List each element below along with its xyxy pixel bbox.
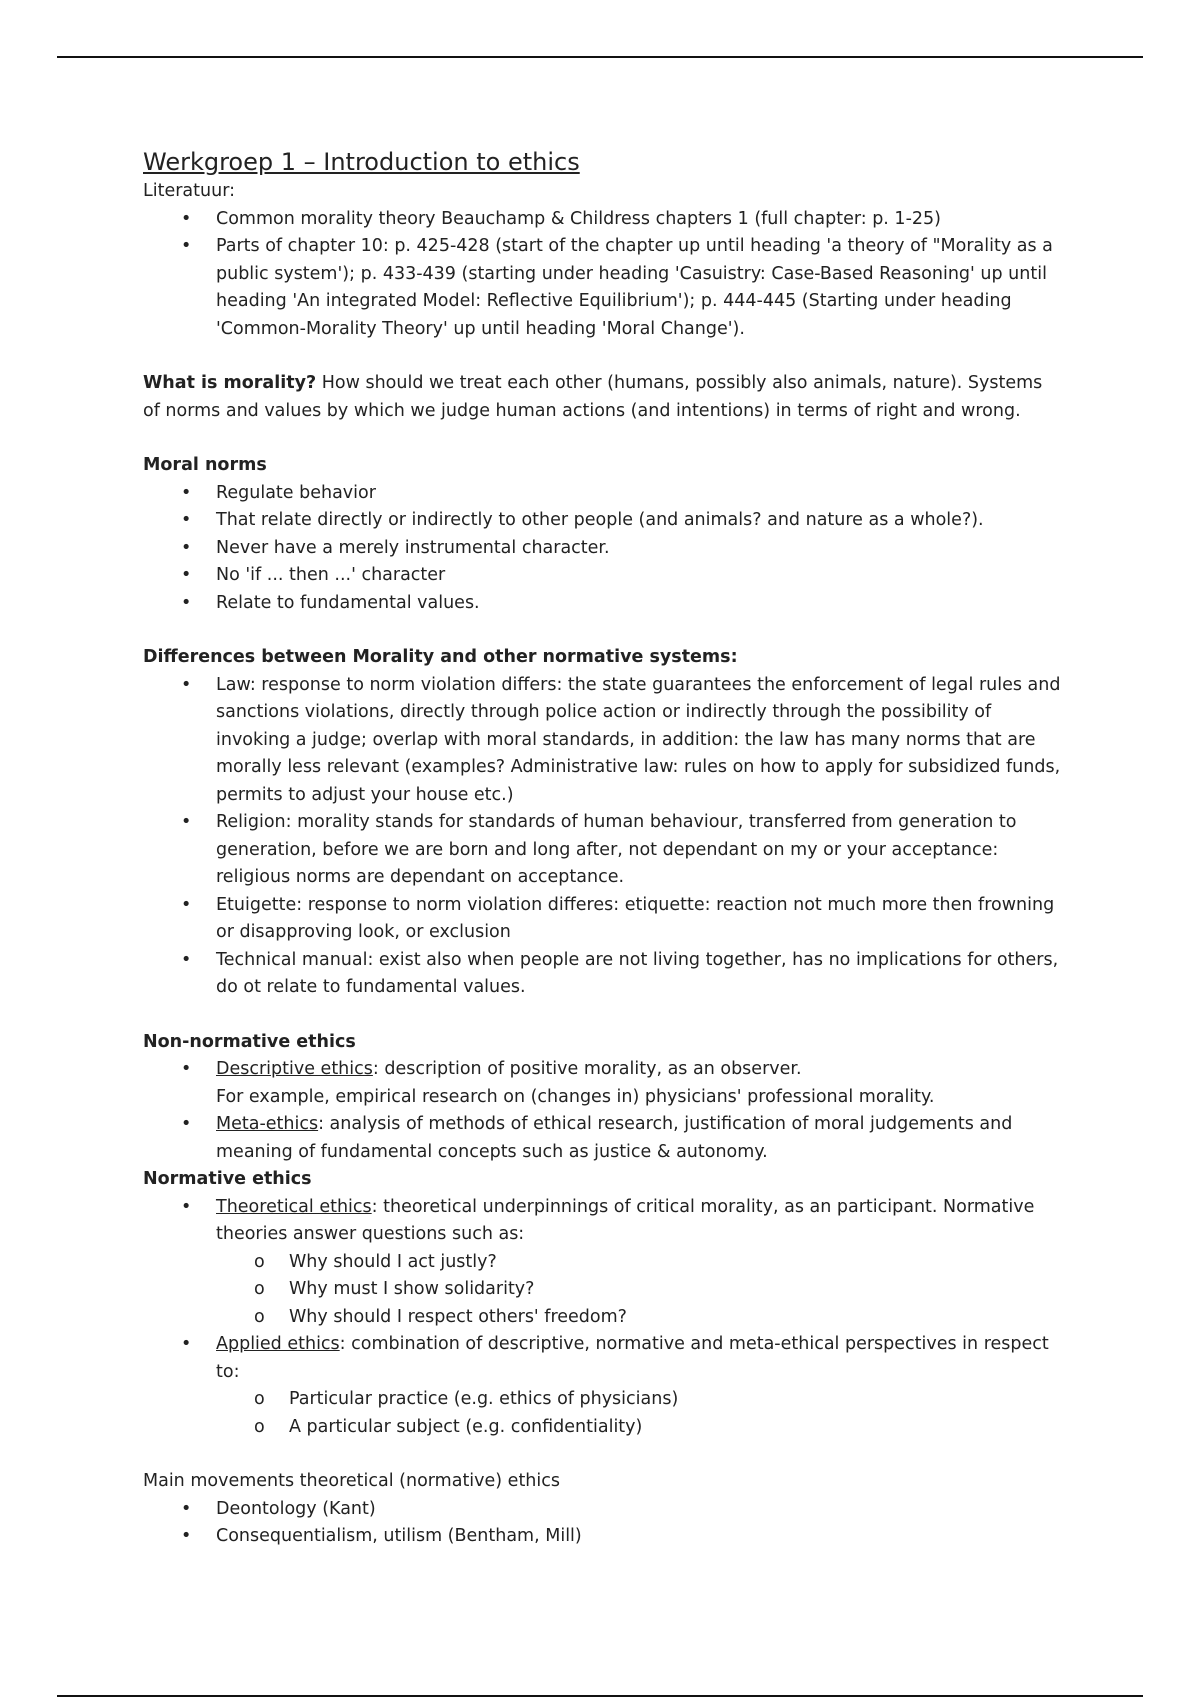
morality-definition xyxy=(143,370,1063,425)
morality-heading: What is morality? xyxy=(143,373,317,393)
non-normative-list xyxy=(143,1056,1063,1166)
document-body xyxy=(143,146,1063,1551)
theoretical-ethics-term: Theoretical ethics xyxy=(216,1196,372,1217)
sub-list-item: o Why should I act justly? xyxy=(216,1249,1063,1277)
sub-list-item: o Why must I show solidarity? xyxy=(216,1276,1063,1304)
list-item: • Deontology (Kant) xyxy=(143,1496,1063,1524)
list-item: • That relate directly or indirectly to other people (and animals? and nature as a whole?). xyxy=(143,507,1063,535)
non-normative-heading: Non-normative ethics xyxy=(143,1031,356,1052)
list-item: • Regulate behavior xyxy=(143,480,1063,508)
list-item: • Applied ethics: combination of descriptive, normative and meta-ethical perspectives in respect to: o Particular practice (e.g. ethics of physicians) o A particular subject (e.g. confidentiality) xyxy=(143,1331,1063,1441)
list-item: • Common morality theory Beauchamp & Childress chapters 1 (full chapter: p. 1-25) xyxy=(143,206,1063,234)
theoretical-questions-list xyxy=(216,1249,1063,1332)
list-item: • Parts of chapter 10: p. 425-428 (start of the chapter up until heading 'a theory of "Morality as a public system'); p. 433-439 (starting under heading 'Casuistry: Case-Based Reasoning' up until heading 'An integrated Model: Reflective Equilibrium'); p. 444-445 (Starting under heading 'Common-Morality Theory' up until heading 'Moral Change'). xyxy=(143,233,1063,343)
list-item: • Law: response to norm violation differs: the state guarantees the enforcement of legal rules and sanctions violations, directly through police action or indirectly through the possibility of invoking a judge; overlap with moral standards, in addition: the law has many norms that are morally less relevant (examples? Administrative law: rules on how to apply for subsidized funds, permits to adjust your house etc.) xyxy=(143,672,1063,810)
list-item: • Consequentialism, utilism (Bentham, Mill) xyxy=(143,1523,1063,1551)
applied-ethics-term: Applied ethics xyxy=(216,1334,340,1354)
footer-rule xyxy=(57,1695,1143,1697)
sub-list-item: o Particular practice (e.g. ethics of physicians) xyxy=(216,1386,1063,1414)
morality-text: How should we treat each other (humans, possibly also animals, nature). Systems of norms and values by which we judge human actions (and intentions) in terms of right and wrong. xyxy=(143,373,1043,421)
literature-label: Literatuur: xyxy=(143,181,235,201)
normative-heading: Normative ethics xyxy=(143,1169,312,1189)
moral-norms-heading: Moral norms xyxy=(143,455,267,475)
list-item: • Meta-ethics: analysis of methods of ethical research, justification of moral judgements and meaning of fundamental concepts such as justice & autonomy. xyxy=(143,1111,1063,1166)
list-item: • Never have a merely instrumental character. xyxy=(143,535,1063,563)
list-item: • Relate to fundamental values. xyxy=(143,590,1063,618)
sub-list-item: o A particular subject (e.g. confidentiality) xyxy=(216,1414,1063,1442)
differences-list xyxy=(143,672,1063,1002)
list-item: • Etuigette: response to norm violation differes: etiquette: reaction not much more then frowning or disapproving look, or exclusion xyxy=(143,892,1063,947)
list-item: • Religion: morality stands for standards of human behaviour, transferred from generation to generation, before we are born and long after, not dependant on my or your acceptance: religious norms are dependant on acceptance. xyxy=(143,809,1063,892)
movements-list xyxy=(143,1496,1063,1551)
movements-heading: Main movements theoretical (normative) ethics xyxy=(143,1471,561,1491)
descriptive-ethics-term: Descriptive ethics xyxy=(216,1059,373,1079)
list-item: • Descriptive ethics: description of positive morality, as an observer. For example, empirical research on (changes in) physicians' professional morality. xyxy=(143,1056,1063,1111)
moral-norms-list xyxy=(143,480,1063,618)
literature-list xyxy=(143,206,1063,344)
header-rule xyxy=(57,56,1143,58)
list-item: • No 'if ... then ...' character xyxy=(143,562,1063,590)
document-title: Werkgroep 1 – Introduction to ethics xyxy=(143,148,580,176)
meta-ethics-term: Meta-ethics xyxy=(216,1114,319,1134)
differences-heading: Differences between Morality and other normative systems: xyxy=(143,647,738,667)
normative-list xyxy=(143,1194,1063,1442)
applied-topics-list xyxy=(216,1386,1063,1441)
list-item: • Technical manual: exist also when people are not living together, has no implications for others, do ot relate to fundamental values. xyxy=(143,947,1063,1002)
sub-list-item: o Why should I respect others' freedom? xyxy=(216,1304,1063,1332)
list-item: • Theoretical ethics: theoretical underpinnings of critical morality, as an participant. Normative theories answer questions such as: o Why should I act justly? o Why must I show solidarity? o Why should I respect others' freedom? xyxy=(143,1194,1063,1332)
